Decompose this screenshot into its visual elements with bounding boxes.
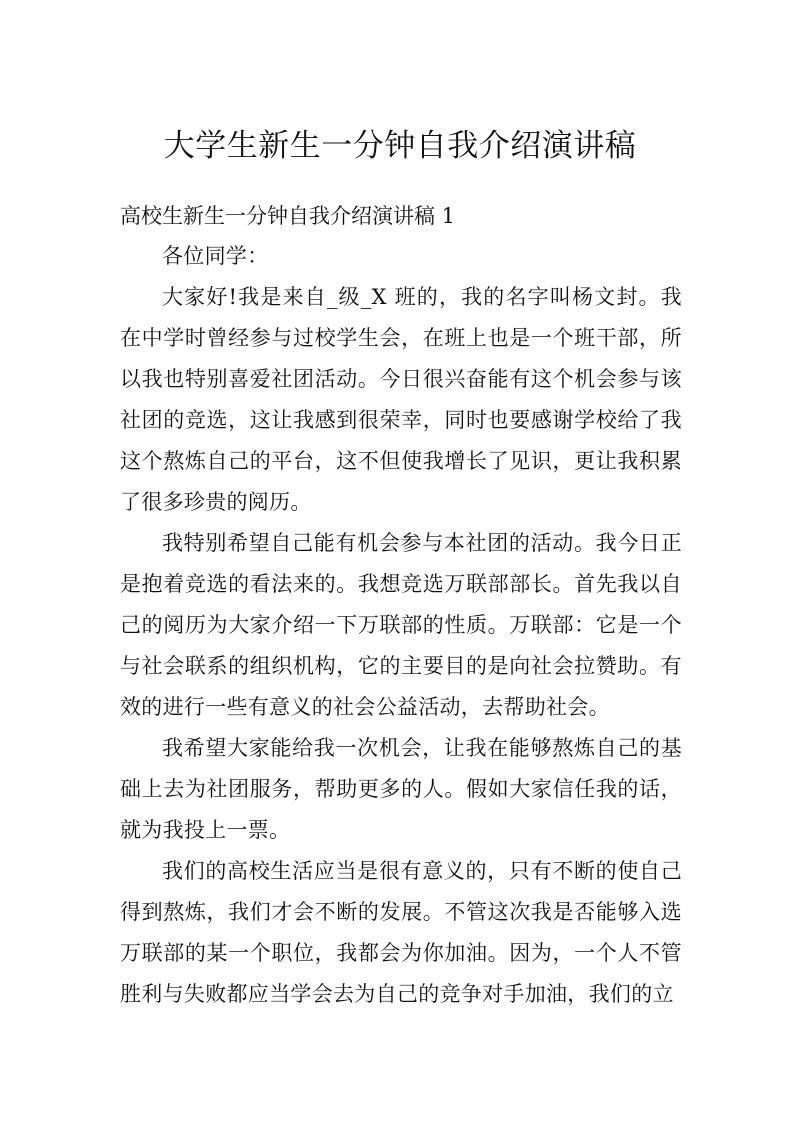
paragraph-greeting: 各位同学： bbox=[162, 244, 269, 268]
document-title: 大学生新生一分钟自我介绍演讲稿 bbox=[163, 128, 637, 164]
paragraph-campaign: 我特别希望自己能有机会参与本社团的活动。我今日正是抱着竞选的看法来的。我想竞选万联部部长。首先我以自己的阅历为大家介绍一下万联部的性质。万联部：它是一个与社会联系的组织机构，它的主要目的是向社会拉赞助。有效的进行一些有意义的社会公益活动，去帮助社会。 bbox=[120, 531, 682, 719]
document-body bbox=[120, 236, 682, 1015]
section-heading: 高校生新生一分钟自我介绍演讲稿 1 bbox=[120, 204, 456, 228]
paragraph-request-vote: 我希望大家能给我一次机会，让我在能够熬炼自己的基础上去为社团服务，帮助更多的人。假如大家信任我的话，就为我投上一票。 bbox=[120, 736, 682, 842]
paragraph-introduction: 大家好!我是来自_级_X 班的，我的名字叫杨文封。我在中学时曾经参与过校学生会，在班上也是一个班干部，所以我也特别喜爱社团活动。今日很兴奋能有这个机会参与该社团的竞选，这让我感到很荣幸，同时也要感谢学校给了我这个熬炼自己的平台，这不但使我增长了见识，更让我积累了很多珍贵的阅历。 bbox=[120, 285, 682, 514]
paragraph-college-life: 我们的高校生活应当是很有意义的，只有不断的使自己得到熬炼，我们才会不断的发展。不管这次我是否能够入选万联部的某一个职位，我都会为你加油。因为，一个人不管胜利与失败都应当学会去为自己的竞争对手加油，我们的立 bbox=[120, 859, 682, 1006]
